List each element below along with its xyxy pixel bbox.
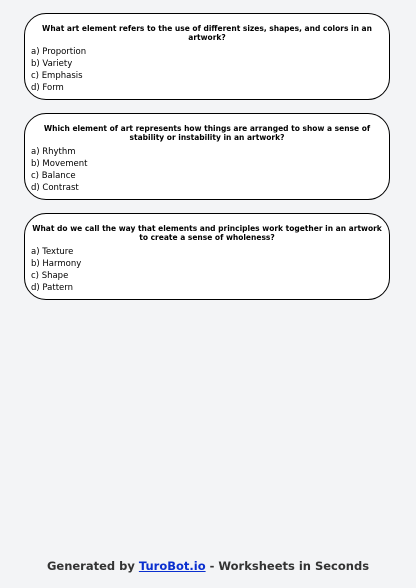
option-c: c) Balance [31,171,76,181]
question-text: What art element refers to the use of different sizes, shapes, and colors in an artwork? [42,24,372,42]
question-card-3 [24,213,390,300]
option-a: a) Texture [31,247,74,257]
option-d: d) Pattern [31,283,73,293]
question-text: Which element of art represents how things are arranged to show a sense of stability or instability in an artwork? [43,124,371,142]
option-a: a) Rhythm [31,147,76,157]
answer-options [25,46,389,94]
option-d: d) Contrast [31,183,79,193]
footer [0,559,416,573]
question-card-1 [24,13,390,100]
footer-prefix: Generated by [46,559,139,573]
option-c: c) Emphasis [31,71,83,81]
option-b: b) Movement [31,159,88,169]
option-a: a) Proportion [31,47,87,57]
option-d: d) Form [31,83,64,93]
option-b: b) Harmony [31,259,82,269]
answer-options [25,246,389,294]
answer-options [25,146,389,194]
question-text: What do we call the way that elements and principles work together in an artwork to create a sense of wholeness? [32,224,382,242]
footer-suffix: - Worksheets in Seconds [205,559,370,573]
option-c: c) Shape [31,271,69,281]
turobot-link[interactable]: TuroBot.io [138,559,206,573]
option-b: b) Variety [31,59,73,69]
question-card-2 [24,113,390,200]
